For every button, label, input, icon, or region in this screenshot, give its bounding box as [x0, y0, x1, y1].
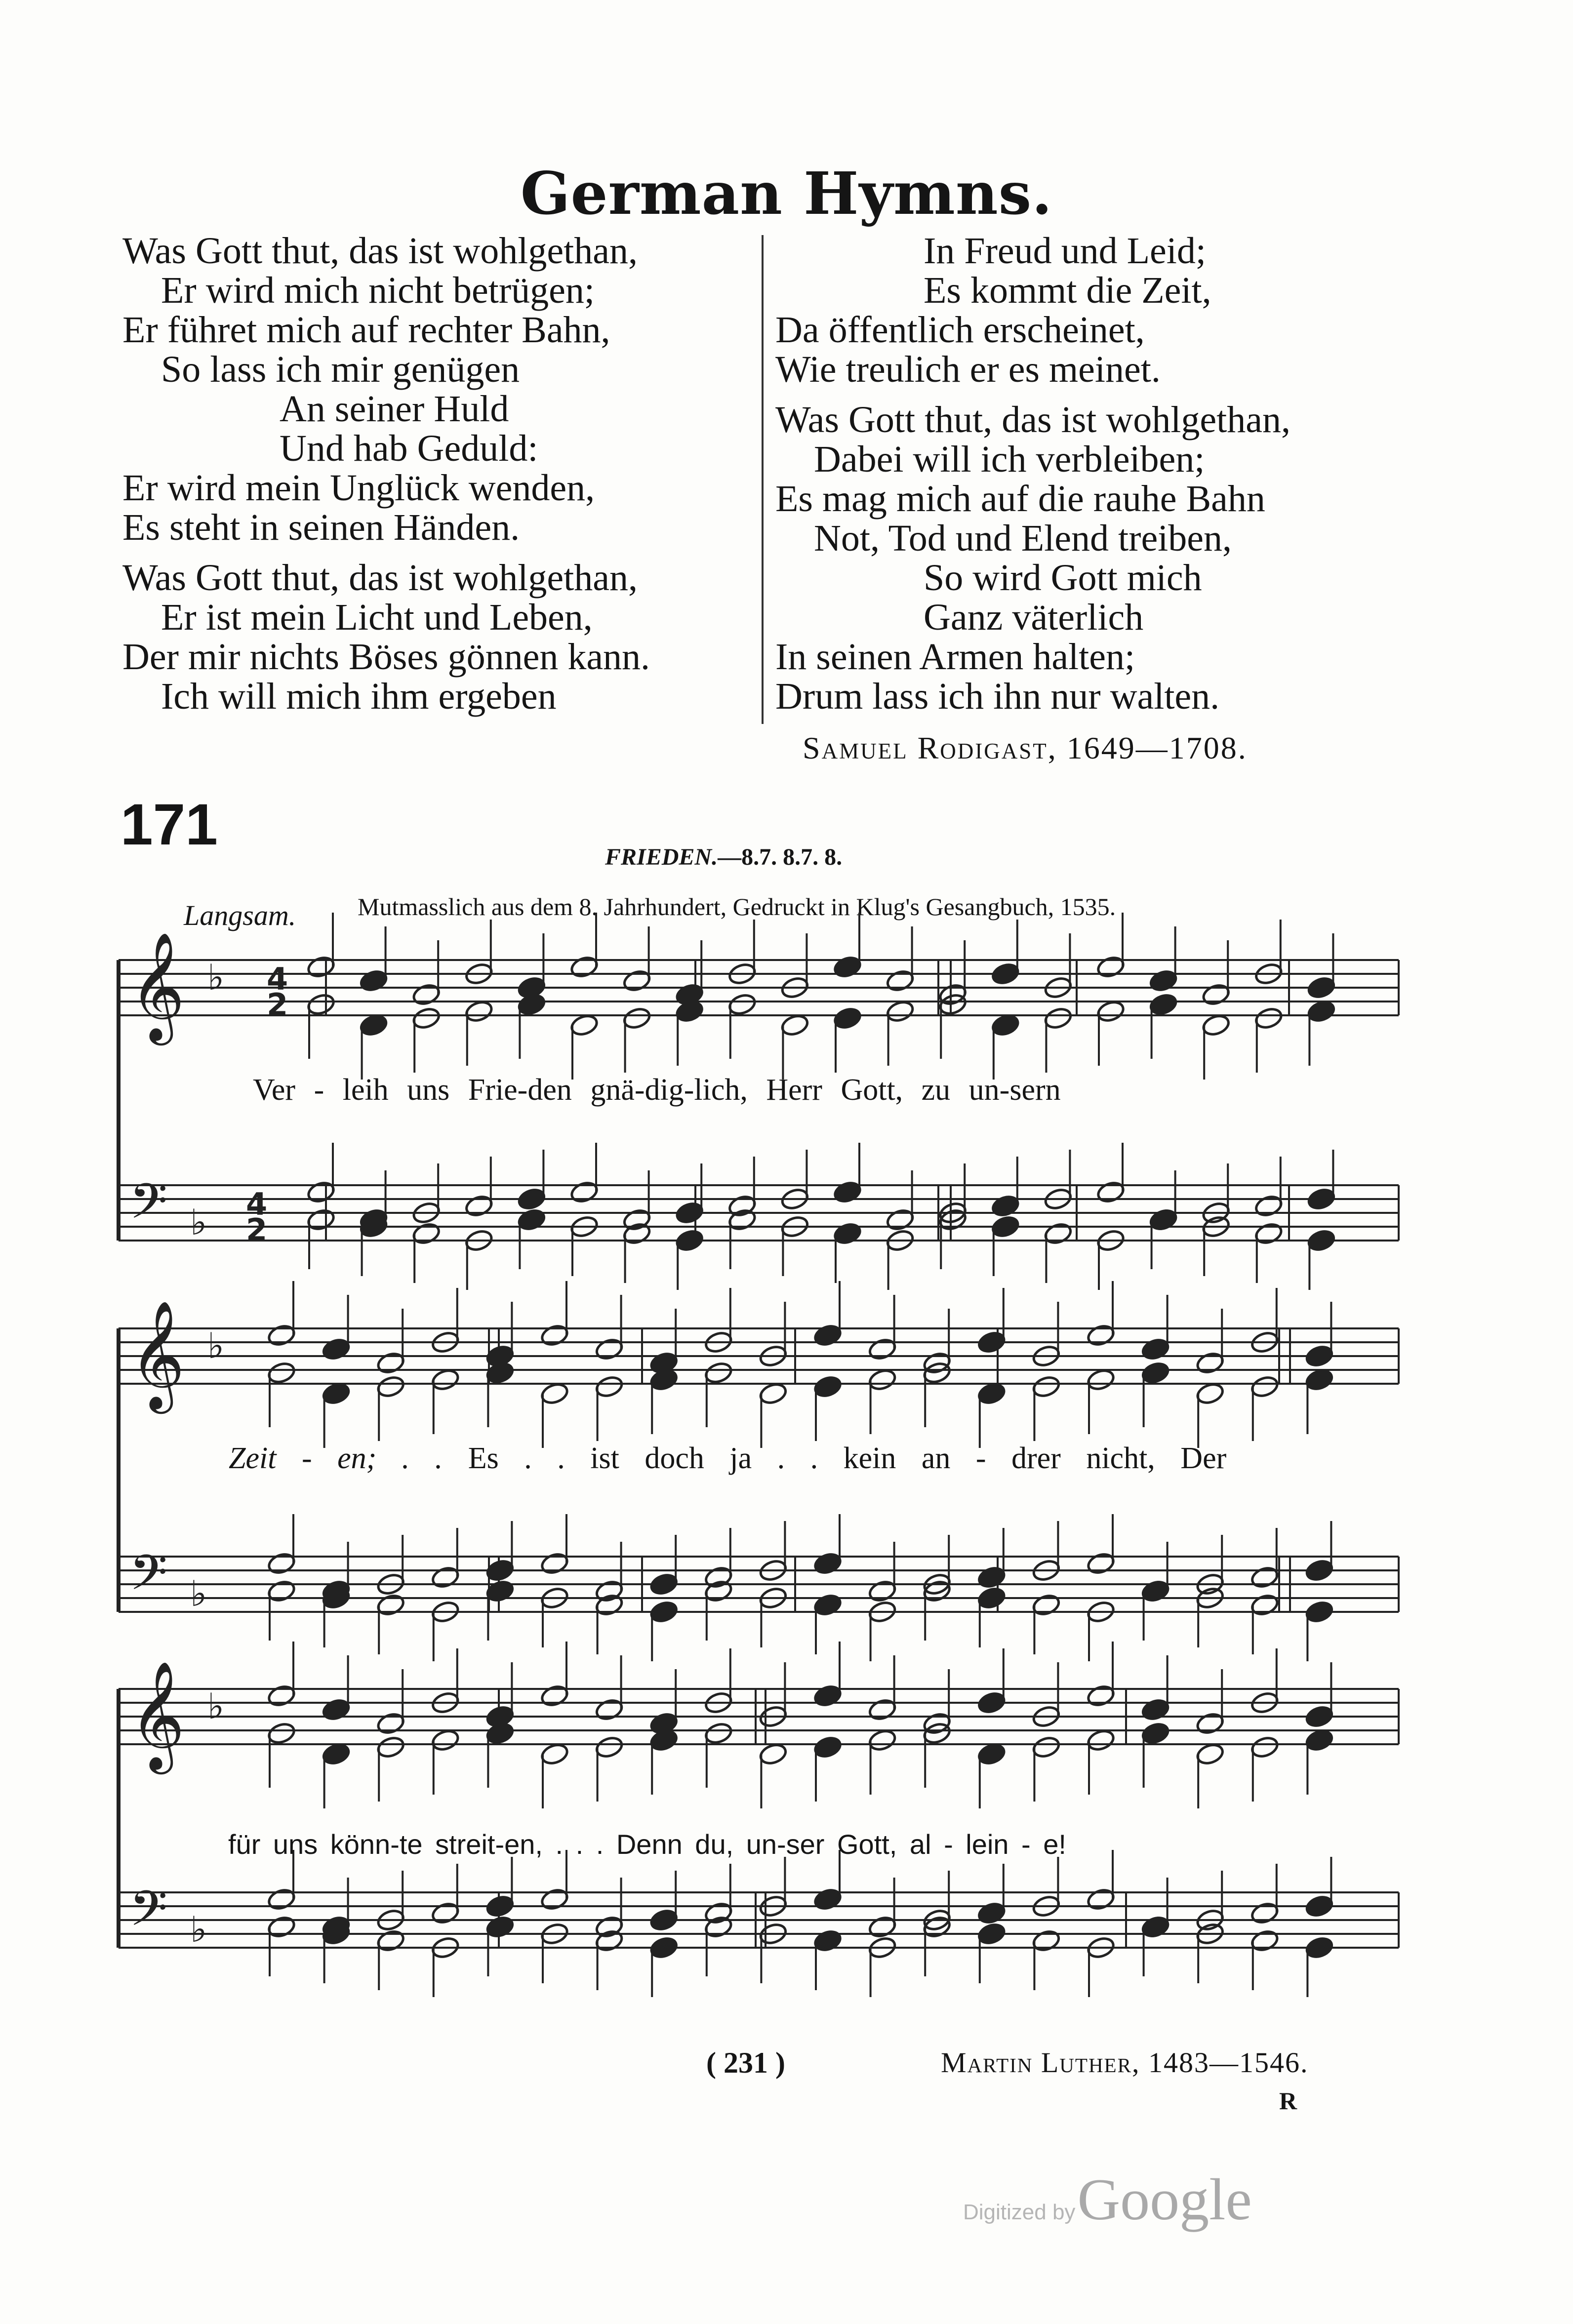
note-head [540, 1683, 569, 1708]
tune-source: Mutmasslich aus dem 8. Jahrhundert, Gedruckt in Klug's Gesangbuch, 1535. [358, 893, 1116, 921]
note-head [1031, 1735, 1061, 1760]
tempo-marking: Langsam. [184, 899, 296, 931]
note-head [1148, 1207, 1178, 1232]
time-signature-bottom: 2 [246, 1212, 268, 1248]
note-head [1086, 1683, 1116, 1708]
lyrics-line-2b: Es . . ist doch ja . . kein an - drer nicht, Der [468, 1442, 1227, 1475]
note-head [431, 1367, 460, 1392]
note-head [977, 1565, 1007, 1590]
poem-line: Es steht in seinen Händen. [122, 507, 520, 548]
poem-line: Er wird mich nicht betrügen; [161, 270, 595, 311]
poem-line: Was Gott thut, das ist wohlgethan, [122, 230, 638, 272]
note-head [359, 1013, 388, 1038]
note-head [1304, 1728, 1334, 1753]
note-head [1306, 999, 1336, 1024]
note-head [833, 1221, 862, 1246]
note-head [569, 955, 599, 979]
bass-clef: 𝄢 [129, 1881, 168, 1949]
note-head [833, 955, 862, 979]
note-head [1254, 1194, 1284, 1218]
note-head [321, 1742, 351, 1766]
note-head [267, 1683, 296, 1708]
note-head [464, 999, 494, 1024]
poem-line: In seinen Armen halten; [775, 636, 1135, 678]
note-head [267, 1915, 296, 1939]
poem-line: So lass ich mir genügen [161, 349, 520, 390]
note-head [813, 1928, 843, 1953]
note-head [704, 1721, 733, 1746]
note-head [1254, 1006, 1284, 1031]
flat-sign: ♭ [207, 1685, 224, 1727]
time-signature-bottom: 2 [267, 987, 288, 1023]
note-head [1195, 1711, 1225, 1736]
note-head [813, 1593, 843, 1617]
note-head [1306, 1187, 1336, 1211]
note-head [1096, 1180, 1126, 1204]
note-head [1250, 1735, 1280, 1760]
bass-clef: 𝄢 [129, 1173, 168, 1242]
poem-line: Der mir nichts Böses gönnen kann. [122, 636, 650, 678]
note-head [267, 1721, 296, 1746]
note-head [867, 1579, 897, 1603]
note-head [1306, 975, 1336, 1000]
note-head [727, 992, 757, 1017]
note-head [1140, 1697, 1170, 1722]
note-head [1043, 1006, 1073, 1031]
note-head [306, 1207, 336, 1232]
note-head [1086, 1323, 1116, 1348]
note-head [885, 968, 915, 993]
watermark-by: Digitized by [963, 2200, 1076, 2224]
poem-line: Er führet mich auf rechter Bahn, [122, 309, 610, 351]
note-head [376, 1593, 405, 1617]
lyrics-line-2 [229, 1441, 1226, 1476]
note-head [704, 1361, 733, 1385]
note-head [267, 1887, 296, 1912]
note-head [1201, 982, 1231, 1007]
note-head [594, 1735, 624, 1760]
note-head [1195, 1381, 1225, 1406]
flat-sign: ♭ [207, 957, 224, 998]
note-head [1086, 1367, 1116, 1392]
note-head [1140, 1579, 1170, 1603]
note-head [867, 1728, 897, 1753]
note-head [1086, 1728, 1116, 1753]
note-head [594, 1337, 624, 1362]
note-head [485, 1894, 515, 1919]
note-head [867, 1697, 897, 1722]
note-head [321, 1381, 351, 1406]
note-head [977, 1901, 1007, 1925]
note-head [1250, 1593, 1280, 1617]
note-head [594, 1697, 624, 1722]
note-head [867, 1337, 897, 1362]
note-head [569, 1013, 599, 1038]
note-head [977, 1586, 1007, 1610]
note-head [1304, 1894, 1334, 1919]
note-head [991, 1013, 1020, 1038]
note-head [649, 1600, 679, 1624]
note-head [1031, 1374, 1061, 1399]
poem-line: Es kommt die Zeit, [924, 270, 1211, 311]
note-head [306, 992, 336, 1017]
note-head [267, 1551, 296, 1576]
poem-line: Da öffentlich erscheinet, [775, 309, 1145, 351]
poem-line: Er ist mein Licht und Leben, [161, 597, 593, 638]
note-head [649, 1935, 679, 1960]
note-head [306, 955, 336, 979]
note-head [991, 962, 1020, 986]
note-head [569, 1180, 599, 1204]
note-head [1250, 1374, 1280, 1399]
note-head [813, 1551, 843, 1576]
note-head [485, 1915, 515, 1939]
note-head [1148, 992, 1178, 1017]
treble-clef: 𝄞 [129, 1660, 185, 1769]
note-head [376, 1351, 405, 1375]
poem-line: Es mag mich auf die rauhe Bahn [775, 478, 1265, 520]
note-head [1148, 968, 1178, 993]
page-number: ( 231 ) [706, 2046, 785, 2079]
flat-sign: ♭ [190, 1909, 207, 1950]
note-head [431, 1901, 460, 1925]
note-head [1086, 1887, 1116, 1912]
note-head [1250, 1901, 1280, 1925]
note-head [1304, 1704, 1334, 1729]
time-signature-top: 4 [267, 961, 288, 997]
poem-line: So wird Gott mich [924, 557, 1202, 599]
poem-line: Dabei will ich verbleiben; [814, 439, 1205, 480]
note-head [517, 1187, 546, 1211]
note-head [540, 1323, 569, 1348]
bass-clef: 𝄢 [129, 1545, 168, 1613]
note-head [649, 1572, 679, 1597]
note-head [1304, 1935, 1334, 1960]
note-head [1304, 1344, 1334, 1368]
composer-credit: Martin Luther, 1483—1546. [941, 2046, 1309, 2079]
note-head [411, 982, 441, 1007]
note-head [977, 1742, 1007, 1766]
poem-author: Samuel Rodigast, 1649—1708. [803, 730, 1248, 765]
note-head [1306, 1228, 1336, 1253]
poem-line: Drum lass ich ihn nur walten. [775, 676, 1220, 717]
note-head [376, 1711, 405, 1736]
poem-line: Und hab Geduld: [280, 428, 538, 469]
poem-line: Ich will mich ihm ergeben [161, 676, 557, 717]
google-watermark [963, 2165, 1252, 2234]
poem-line: Er wird mein Unglück wenden, [122, 467, 595, 509]
google-logo: Google [1077, 2166, 1252, 2232]
note-head [376, 1374, 405, 1399]
note-head [622, 968, 651, 993]
poem-line: Was Gott thut, das ist wohlgethan, [775, 399, 1291, 441]
note-head [1096, 955, 1126, 979]
poem-line: In Freud und Leid; [924, 230, 1207, 272]
note-head [1304, 1367, 1334, 1392]
note-head [758, 1742, 788, 1766]
note-head [867, 1915, 897, 1939]
note-head [1250, 1928, 1280, 1953]
note-head [1043, 1221, 1073, 1246]
note-head [540, 1551, 569, 1576]
flat-sign: ♭ [190, 1573, 207, 1614]
note-head [885, 1207, 915, 1232]
note-head [977, 1381, 1007, 1406]
poem-line: Was Gott thut, das ist wohlgethan, [122, 557, 638, 599]
flat-sign: ♭ [207, 1325, 224, 1366]
note-head [464, 1194, 494, 1218]
flat-sign: ♭ [190, 1202, 207, 1243]
note-head [813, 1735, 843, 1760]
note-head [321, 1697, 351, 1722]
note-head [540, 1887, 569, 1912]
tune-title: FRIEDEN. [605, 844, 718, 870]
note-head [813, 1374, 843, 1399]
note-head [594, 1374, 624, 1399]
note-head [267, 1579, 296, 1603]
note-head [813, 1887, 843, 1912]
note-head [1140, 1721, 1170, 1746]
poem-line: An seiner Huld [280, 388, 509, 430]
note-head [675, 1228, 704, 1253]
note-head [411, 1006, 441, 1031]
note-head [321, 1337, 351, 1362]
tune-meter: —8.7. 8.7. 8. [718, 844, 843, 870]
note-head [1250, 1565, 1280, 1590]
note-head [813, 1323, 843, 1348]
treble-clef: 𝄞 [129, 931, 185, 1041]
note-head [1195, 1742, 1225, 1766]
note-head [780, 1013, 809, 1038]
note-head [1096, 999, 1126, 1024]
note-head [267, 1361, 296, 1385]
note-head [1140, 1915, 1170, 1939]
note-head [1086, 1551, 1116, 1576]
note-head [867, 1367, 897, 1392]
note-head [977, 1690, 1007, 1715]
note-head [1304, 1600, 1334, 1624]
lyrics-line-3: für uns könn-te streit-en, . . . Denn du, un-ser Gott, al - lein - e! [228, 1829, 1066, 1860]
poem-line: Wie treulich er es meinet. [775, 349, 1161, 390]
note-head [885, 999, 915, 1024]
note-head [675, 1201, 704, 1225]
note-head [622, 1006, 651, 1031]
page-title: German Hymns. [520, 159, 1053, 228]
note-head [649, 1908, 679, 1932]
note-head [991, 1194, 1020, 1218]
lyrics-line-2a: Zeit - en; . . [229, 1442, 443, 1475]
signature-mark: R [1279, 2087, 1297, 2115]
note-head [540, 1742, 569, 1766]
note-head [267, 1323, 296, 1348]
note-head [1304, 1558, 1334, 1583]
note-head [411, 1221, 441, 1246]
note-head [991, 1214, 1020, 1239]
treble-clef: 𝄞 [129, 1300, 185, 1409]
lyrics-line-1: Ver - leih uns Frie-den gnä-dig-lich, Herr Gott, zu un-sern [253, 1073, 1061, 1107]
note-head [1140, 1337, 1170, 1362]
note-head [376, 1735, 405, 1760]
note-head [1254, 1221, 1284, 1246]
poem-line: Ganz väterlich [924, 597, 1144, 638]
note-head [376, 1928, 405, 1953]
note-head [1201, 1013, 1231, 1038]
note-head [1140, 1361, 1170, 1385]
note-head [758, 1381, 788, 1406]
note-head [431, 1565, 460, 1590]
note-head [1031, 1928, 1061, 1953]
note-head [306, 1180, 336, 1204]
note-head [813, 1683, 843, 1708]
note-head [359, 968, 388, 993]
time-signature-top: 4 [246, 1186, 268, 1222]
note-head [517, 1207, 546, 1232]
poem-line: Not, Tod und Elend treiben, [814, 518, 1232, 559]
note-head [431, 1728, 460, 1753]
note-head [540, 1381, 569, 1406]
note-head [1195, 1351, 1225, 1375]
note-head [977, 1922, 1007, 1946]
hymn-number: 171 [121, 792, 218, 857]
note-head [833, 1180, 862, 1204]
note-head [1031, 1593, 1061, 1617]
note-head [833, 1006, 862, 1031]
note-head [977, 1330, 1007, 1355]
